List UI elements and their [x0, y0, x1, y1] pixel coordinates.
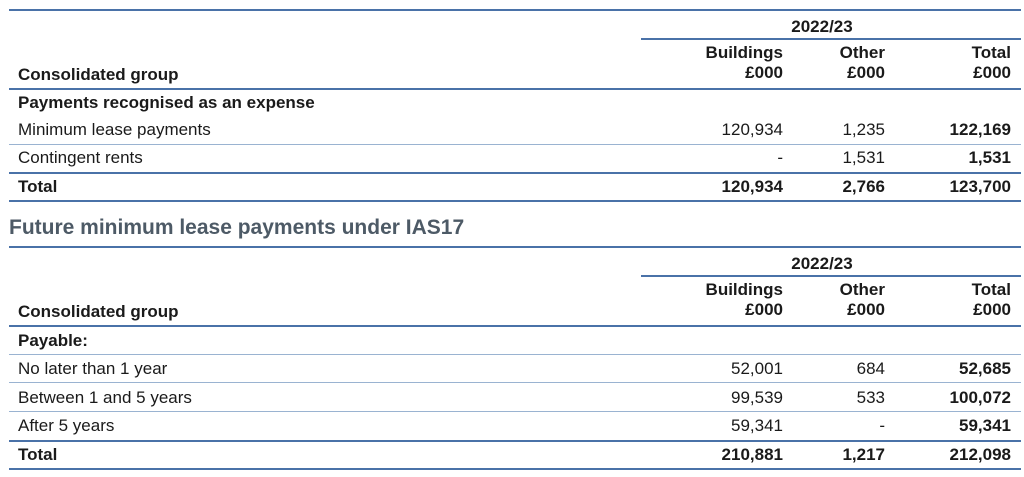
group-header: Consolidated group	[18, 65, 179, 84]
section-label: Payments recognised as an expense	[18, 93, 315, 112]
row-divider	[9, 411, 1021, 412]
buildings-header: Buildings £000	[705, 43, 783, 82]
bottom-rule	[9, 200, 1021, 202]
total-header: Total £000	[971, 280, 1011, 319]
row-divider	[9, 144, 1021, 145]
header-rule	[9, 88, 1021, 90]
top-rule	[9, 9, 1021, 11]
row-divider	[9, 382, 1021, 383]
section-label: Payable:	[18, 331, 88, 350]
total-header: Total £000	[971, 43, 1011, 82]
lease-expense-table: 2022/23 Buildings £000 Other £000 Total £000 Consolidated group Payments recognised as an expense Minimum lease payments 120,934 1,235 122,169 Contingent rents - 1,531 1,531 Total 120,934 2,766 123,700	[9, 0, 1021, 205]
header-rule	[9, 325, 1021, 327]
future-lease-table: 2022/23 Buildings £000 Other £000 Total £000 Consolidated group Payable: No later than 1 year 52,001 684 52,685 Between 1 and 5 years 99,539 533 100,072 After 5 years 59,341 - 59,341 Total 210,881 1,217 212,098	[9, 237, 1021, 477]
row-divider	[9, 354, 1021, 355]
year-header: 2022/23	[791, 17, 853, 36]
other-header: Other £000	[839, 43, 885, 82]
other-header: Other £000	[839, 280, 885, 319]
year-rule	[641, 38, 1021, 40]
buildings-header: Buildings £000	[705, 280, 783, 319]
year-header: 2022/23	[791, 254, 853, 273]
section-title: Future minimum lease payments under IAS17	[9, 216, 465, 239]
top-rule	[9, 246, 1021, 248]
total-rule-top	[9, 440, 1021, 442]
bottom-rule	[9, 468, 1021, 470]
year-rule	[641, 275, 1021, 277]
total-rule-top	[9, 172, 1021, 174]
group-header: Consolidated group	[18, 302, 179, 321]
